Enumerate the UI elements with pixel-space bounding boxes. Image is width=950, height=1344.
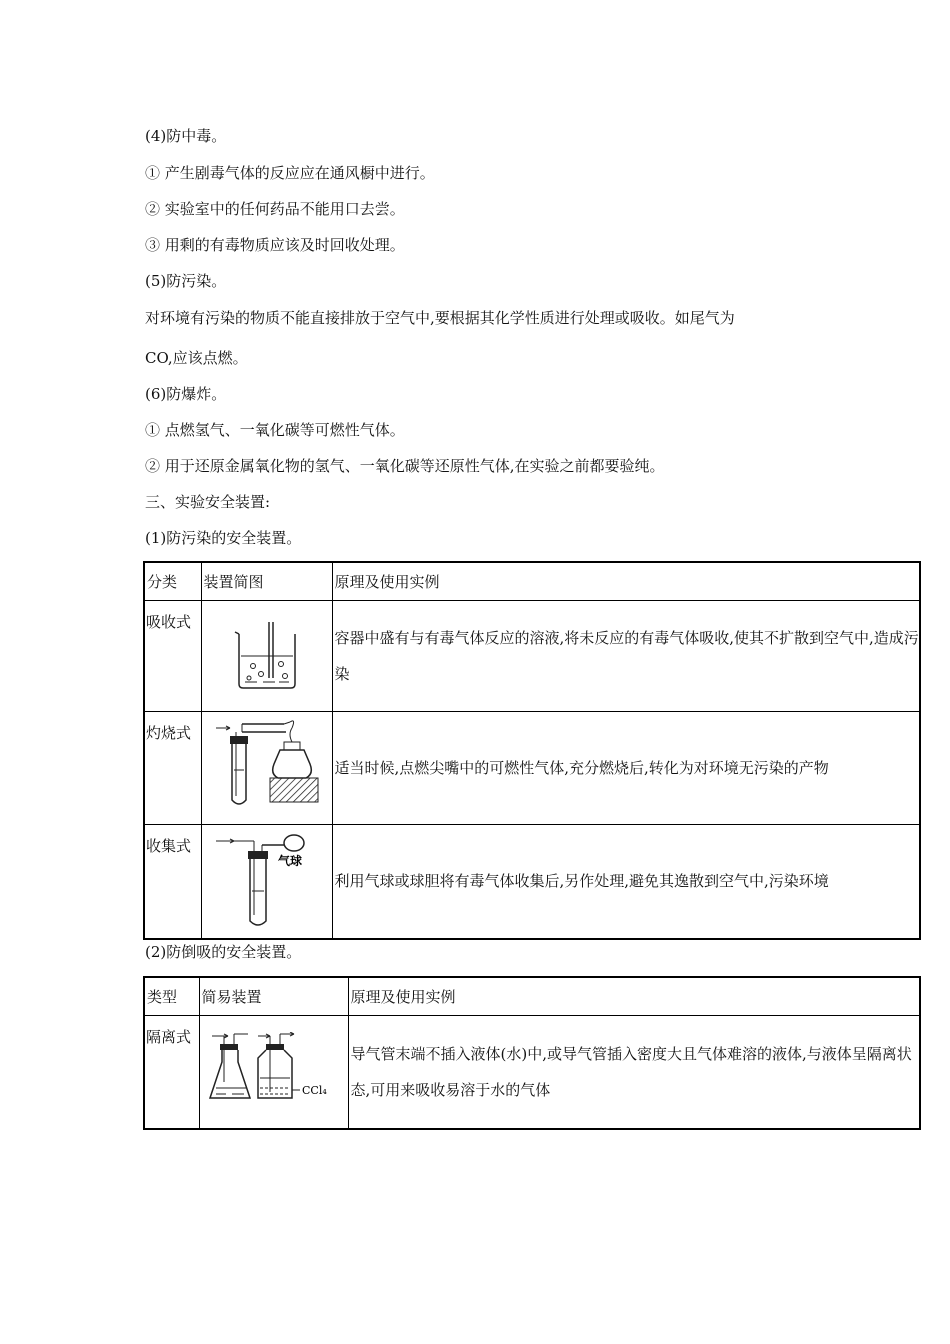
pollution-safety-table [143,561,921,940]
row-desc: 利用气球或球胆将有毒气体收集后,另作处理,避免其逸散到空气中,污染环境 [332,825,920,939]
collection-apparatus-figure [201,825,332,939]
line-4: ③ 用剩的有毒物质应该及时回收处理。 [145,236,405,254]
line-3: ② 实验室中的任何药品不能用口去尝。 [145,200,405,218]
anti-suckback-table [143,976,921,1130]
line-12: (1)防污染的安全装置。 [145,529,302,547]
line-10: ② 用于还原金属氧化物的氢气、一氧化碳等还原性气体,在实验之前都要验纯。 [145,457,665,475]
isolation-apparatus-figure [199,1016,348,1129]
row-type: 收集式 [144,825,201,939]
combustion-apparatus-figure [201,712,332,825]
table-header-row [144,977,920,1016]
line-5: (5)防污染。 [145,272,227,290]
row-desc: 导气管末端不插入液体(水)中,或导气管插入密度大且气体难溶的液体,与液体呈隔离状态,可用来吸收易溶于水的气体 [348,1016,920,1129]
table-row [144,712,920,825]
line-2: ① 产生剧毒气体的反应应在通风橱中进行。 [145,164,435,182]
table-row [144,825,920,939]
absorption-apparatus-figure [201,601,332,712]
line-8: (6)防爆炸。 [145,385,227,403]
line-6: 对环境有污染的物质不能直接排放于空气中,要根据其化学性质进行处理或吸收。如尾气为 [145,309,735,327]
table-row [144,1016,920,1129]
row-desc: 适当时候,点燃尖嘴中的可燃性气体,充分燃烧后,转化为对环境无污染的产物 [332,712,920,825]
table-header-row [144,562,920,601]
line-7: CO,应该点燃。 [145,349,248,367]
ccl4-label: CCl₄ [301,1083,327,1097]
row-type: 吸收式 [144,601,201,712]
header-category: 分类 [144,562,201,601]
caption-2: (2)防倒吸的安全装置。 [145,943,302,961]
line-1: (4)防中毒。 [145,127,227,145]
header-type: 类型 [144,977,199,1016]
header-principle: 原理及使用实例 [348,977,920,1016]
header-diagram: 装置简图 [201,562,332,601]
header-principle: 原理及使用实例 [332,562,920,601]
row-desc: 容器中盛有与有毒气体反应的溶液,将未反应的有毒气体吸收,使其不扩散到空气中,造成污染 [332,601,920,712]
line-11: 三、实验安全装置: [145,493,271,511]
header-device: 简易装置 [199,977,348,1016]
line-9: ① 点燃氢气、一氧化碳等可燃性气体。 [145,421,405,439]
row-type: 隔离式 [144,1016,199,1129]
row-type: 灼烧式 [144,712,201,825]
table-row [144,601,920,712]
balloon-label: 气球 [277,854,302,869]
